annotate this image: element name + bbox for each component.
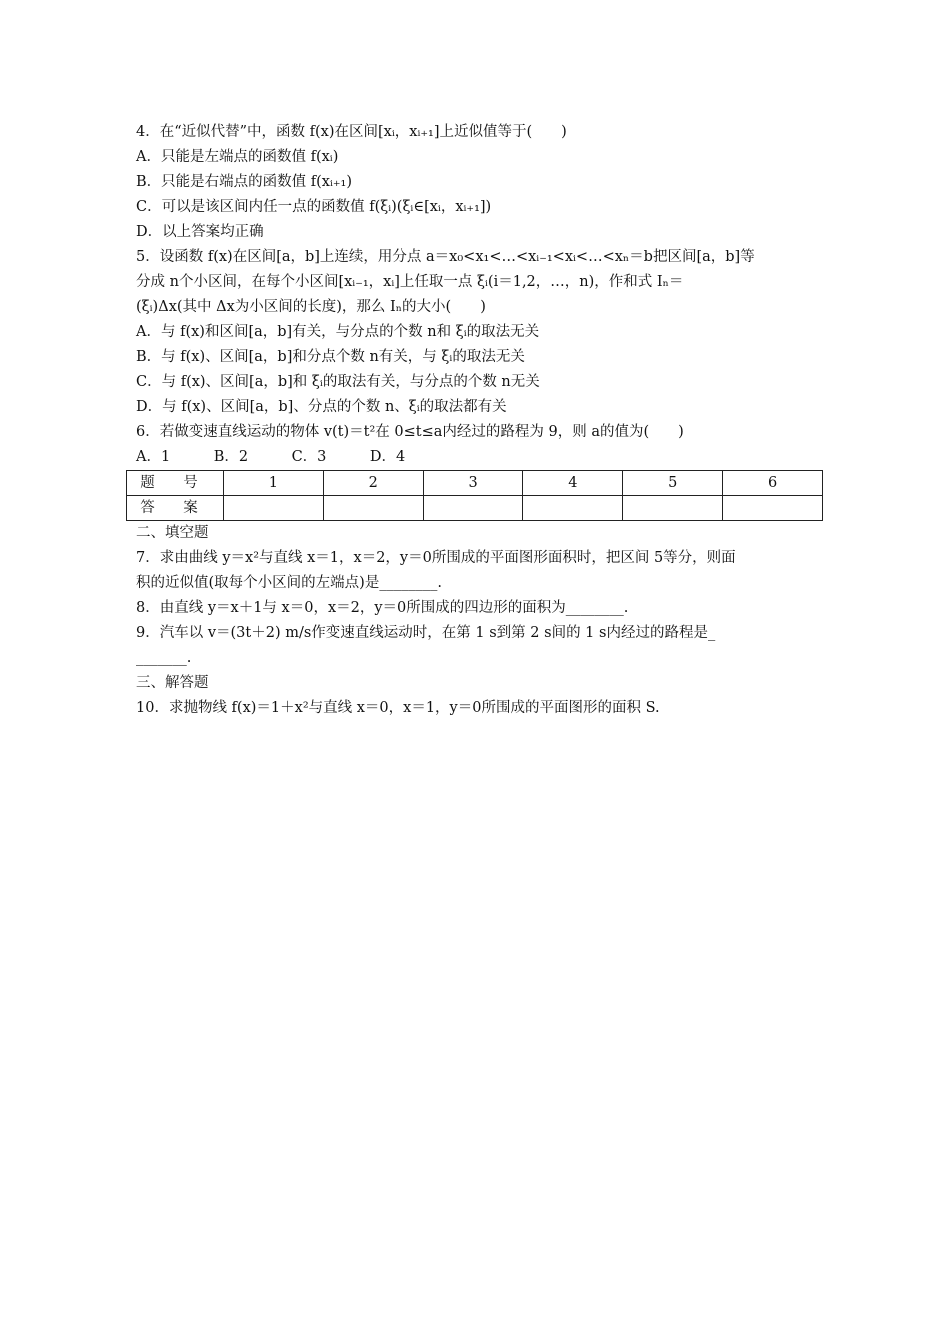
q4-option-b: B．只能是右端点的函数值 f(xᵢ₊₁) bbox=[136, 174, 353, 190]
q4-option-a: A．只能是左端点的函数值 f(xᵢ) bbox=[136, 149, 339, 165]
q10: 10．求抛物线 f(x)＝1＋x²与直线 x＝0，x＝1，y＝0所围成的平面图形的面积 S. bbox=[136, 700, 660, 716]
answer-cell[interactable] bbox=[323, 496, 423, 521]
answer-cell[interactable] bbox=[723, 496, 823, 521]
question-number-cell: 2 bbox=[323, 471, 423, 496]
q4-option-c: C．可以是该区间内任一点的函数值 f(ξᵢ)(ξᵢ∈[xᵢ，xᵢ₊₁]) bbox=[136, 199, 492, 215]
q6-options: A．1 B．2 C．3 D．4 bbox=[136, 449, 406, 465]
q5-option-b: B．与 f(x)、区间[a，b]和分点个数 n有关，与 ξᵢ的取法无关 bbox=[136, 349, 525, 365]
page-content bbox=[136, 120, 826, 721]
section-solve-heading: 三、解答题 bbox=[136, 675, 209, 691]
questions-7-to-10 bbox=[136, 521, 826, 721]
q5-stem-line3: (ξᵢ)Δx(其中 Δx为小区间的长度)，那么 Iₙ的大小( ) bbox=[136, 299, 486, 315]
question-number-label: 题 号 bbox=[127, 471, 224, 496]
q4-option-d: D．以上答案均正确 bbox=[136, 224, 264, 240]
answer-cell[interactable] bbox=[423, 496, 523, 521]
question-number-cell: 6 bbox=[723, 471, 823, 496]
answer-table-answer-row bbox=[127, 496, 823, 521]
q8: 8．由直线 y＝x＋1与 x＝0，x＝2，y＝0所围成的四边形的面积为________. bbox=[136, 600, 629, 616]
q6-stem: 6．若做变速直线运动的物体 v(t)＝t²在 0≤t≤a内经过的路程为 9，则 a的值为( ) bbox=[136, 424, 684, 440]
section-fill-in-heading: 二、填空题 bbox=[136, 525, 209, 541]
q9-line2: _______. bbox=[136, 650, 192, 666]
q5-option-c: C．与 f(x)、区间[a，b]和 ξᵢ的取法有关，与分点的个数 n无关 bbox=[136, 374, 540, 390]
question-number-cell: 5 bbox=[623, 471, 723, 496]
question-number-cell: 4 bbox=[523, 471, 623, 496]
question-number-cell: 3 bbox=[423, 471, 523, 496]
q5-option-a: A．与 f(x)和区间[a，b]有关，与分点的个数 n和 ξᵢ的取法无关 bbox=[136, 324, 540, 340]
q7-line1: 7．求由曲线 y＝x²与直线 x＝1，x＝2，y＝0所围成的平面图形面积时，把区间 5等分，则面 bbox=[136, 550, 736, 566]
answer-cell[interactable] bbox=[623, 496, 723, 521]
question-number-cell: 1 bbox=[224, 471, 324, 496]
q7-line2: 积的近似值(取每个小区间的左端点)是________. bbox=[136, 575, 442, 591]
q5-option-d: D．与 f(x)、区间[a，b]、分点的个数 n、ξᵢ的取法都有关 bbox=[136, 399, 507, 415]
q9-line1: 9．汽车以 v＝(3t＋2) m/s作变速直线运动时，在第 1 s到第 2 s间的 1 s内经过的路程是_ bbox=[136, 625, 716, 641]
question-4-to-6 bbox=[136, 120, 826, 470]
answer-table bbox=[126, 470, 823, 521]
answer-table-header-row bbox=[127, 471, 823, 496]
answer-cell[interactable] bbox=[224, 496, 324, 521]
answer-label: 答 案 bbox=[127, 496, 224, 521]
answer-cell[interactable] bbox=[523, 496, 623, 521]
q5-stem-line2: 分成 n个小区间，在每个小区间[xᵢ₋₁，xᵢ]上任取一点 ξᵢ(i＝1,2，…，n)，作和式 Iₙ＝ bbox=[136, 274, 684, 290]
q4-stem: 4．在“近似代替”中，函数 f(x)在区间[xᵢ，xᵢ₊₁]上近似值等于( ) bbox=[136, 124, 567, 140]
q5-stem-line1: 5．设函数 f(x)在区间[a，b]上连续，用分点 a＝x₀<x₁<…<xᵢ₋₁<xᵢ<…<xₙ＝b把区间[a，b]等 bbox=[136, 249, 755, 265]
